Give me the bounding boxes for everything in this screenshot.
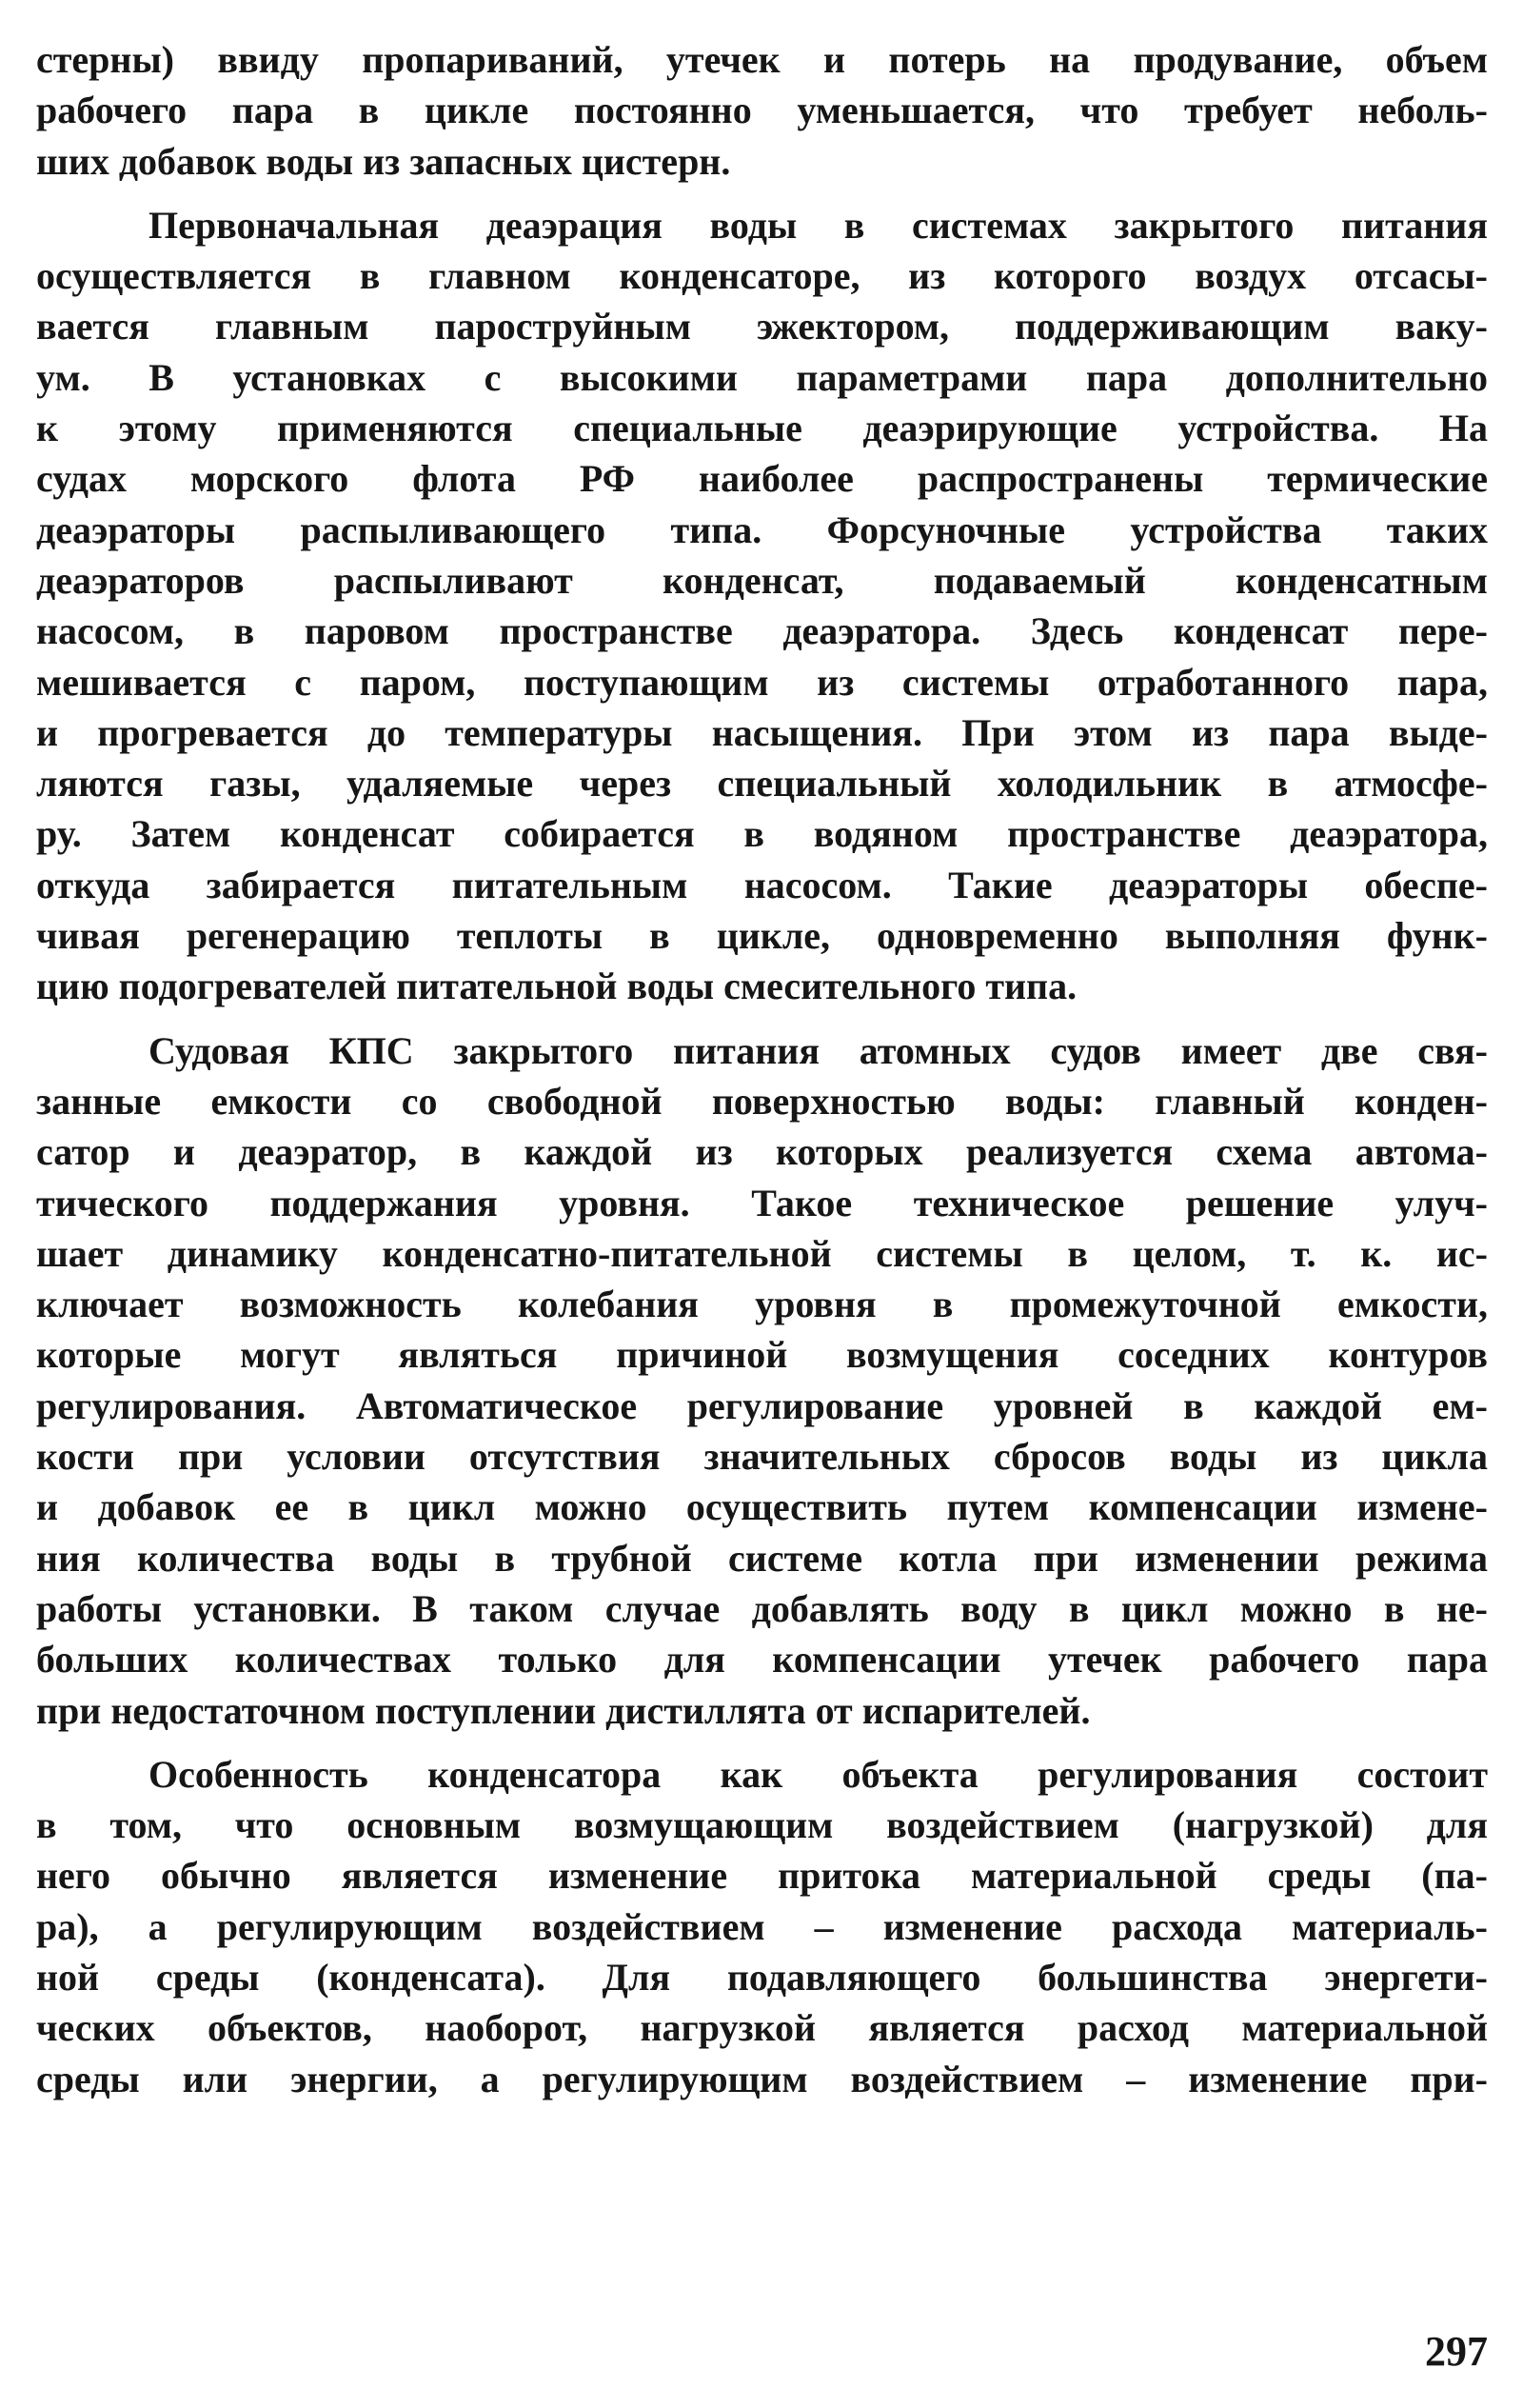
text-line: тического поддержания уровня. Такое техническое решение улуч-	[36, 1181, 1488, 1224]
text-line: ния количества воды в трубной системе котла при изменении режима	[36, 1536, 1488, 1580]
text-line: цию подогревателей питательной воды смесительного типа.	[36, 965, 1078, 1008]
text-line: мешивается с паром, поступающим из системы отработанного пара,	[36, 660, 1488, 704]
text-line: занные емкости со свободной поверхностью воды: главный конден-	[36, 1079, 1488, 1123]
paragraph-continuation	[36, 34, 1488, 187]
text-line: насосом, в паровом пространстве деаэратора. Здесь конденсат пере-	[36, 609, 1488, 653]
text-line: ру. Затем конденсат собирается в водяном пространстве деаэратора,	[36, 812, 1488, 856]
text-line: в том, что основным возмущающим воздействием (нагрузкой) для	[36, 1803, 1488, 1847]
text-line: судах морского флота РФ наиболее распространены термические	[36, 457, 1488, 501]
text-line: которые могут являться причиной возмущения соседних контуров	[36, 1333, 1488, 1377]
text-line: него обычно является изменение притока материальной среды (па-	[36, 1854, 1488, 1898]
text-line: откуда забирается питательным насосом. Такие деаэраторы обеспе-	[36, 863, 1488, 906]
text-line: работы установки. В таком случае добавлять воду в цикл можно в не-	[36, 1586, 1488, 1630]
text-line: регулирования. Автоматическое регулирование уровней в каждой ем-	[36, 1383, 1488, 1427]
page-number: 297	[1425, 2327, 1488, 2375]
text-line: ляются газы, удаляемые через специальный холодильник в атмосфе-	[36, 762, 1488, 806]
text-line: Первоначальная деаэрация воды в системах закрытого питания	[148, 203, 1488, 247]
paragraph-condenser	[36, 1749, 1488, 2104]
text-line: деаэраторов распыливают конденсат, подаваемый конденсатным	[36, 558, 1488, 602]
text-line: вается главным пароструйным эжектором, поддерживающим ваку-	[36, 305, 1488, 348]
text-line: сатор и деаэратор, в каждой из которых реализуется схема автома-	[36, 1130, 1488, 1174]
text-line: шает динамику конденсатно-питательной системы в целом, т. к. ис-	[36, 1231, 1488, 1275]
paragraph-kps	[36, 1025, 1488, 1736]
text-line: Особенность конденсатора как объекта регулирования состоит	[148, 1752, 1488, 1796]
text-line: ключает возможность колебания уровня в промежуточной емкости,	[36, 1283, 1488, 1326]
text-line: осуществляется в главном конденсаторе, из которого воздух отсасы-	[36, 254, 1488, 298]
text-line: ной среды (конденсата). Для подавляющего большинства энергети-	[36, 1955, 1488, 1999]
text-line: ческих объектов, наоборот, нагрузкой является расход материальной	[36, 2006, 1488, 2050]
text-line: и добавок ее в цикл можно осуществить путем компенсации измене-	[36, 1485, 1488, 1529]
text-line: ра), а регулирующим воздействием – изменение расхода материаль-	[36, 1904, 1488, 1948]
text-line: при недостаточном поступлении дистиллята от испарителей.	[36, 1688, 1091, 1732]
text-line: Судовая КПС закрытого питания атомных судов имеет две свя-	[148, 1028, 1488, 1072]
text-line: среды или энергии, а регулирующим воздействием – изменение при-	[36, 2057, 1488, 2100]
text-line: и прогревается до температуры насыщения. При этом из пара выде-	[36, 710, 1488, 754]
text-line: кости при условии отсутствия значительных сбросов воды из цикла	[36, 1435, 1488, 1479]
book-page	[36, 34, 1488, 2377]
text-line: деаэраторы распыливающего типа. Форсуночные устройства таких	[36, 507, 1488, 551]
text-line: к этому применяются специальные деаэрирующие устройства. На	[36, 407, 1488, 450]
text-line: рабочего пара в цикле постоянно уменьшается, что требует неболь-	[36, 89, 1488, 132]
text-line: больших количествах только для компенсации утечек рабочего пара	[36, 1638, 1488, 1682]
text-line: ум. В установках с высокими параметрами пара дополнительно	[36, 355, 1488, 399]
text-line: чивая регенерацию теплоты в цикле, одновременно выполняя функ-	[36, 914, 1488, 958]
text-line: стерны) ввиду пропариваний, утечек и потерь на продувание, объем	[36, 38, 1488, 81]
paragraph-deaeration	[36, 200, 1488, 1012]
text-line: ших добавок воды из запасных цистерн.	[36, 139, 731, 183]
